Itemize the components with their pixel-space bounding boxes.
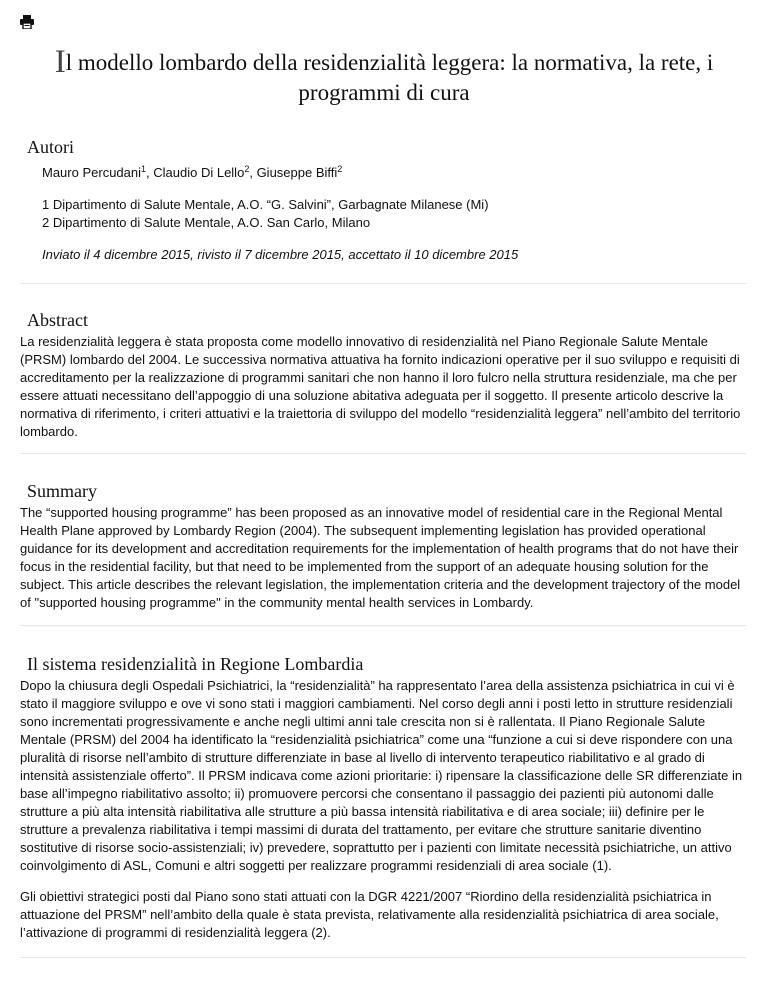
title-initial: I <box>54 44 66 80</box>
title-text: l modello lombardo della residenzialità leggera: la normativa, la rete, i programmi di cura <box>65 50 714 105</box>
affiliation-1: 1 Dipartimento di Salute Mentale, A.O. “G. Salvini”, Garbagnate Milanese (Mi) <box>42 197 489 212</box>
divider <box>20 625 746 626</box>
author-name: Claudio Di Lello <box>153 165 245 180</box>
author-name: Giuseppe Biffi <box>256 165 338 180</box>
abstract-text: La residenzialità leggera è stata proposta come modello innovativo di residenzialità nel Piano Regionale Salute Mentale (PRSM) lombardo del 2004. Le successiva normativa attuativa ha fornito indicazioni operative per il suo sviluppo e requisiti di accreditamento per la realizzazione di programmi sanitari che non hanno il loro fulcro nella struttura residenziale, ma che per essere attuati necessitano dell’appoggio di una soluzione abitativa adeguata per il soggetto. Il presente articolo descrive la normativa di riferimento, i criteri attuativi e la traiettoria di sviluppo del modello “residenzialità leggera” nell’ambito del territorio lombardo. <box>20 334 741 439</box>
author-affiliation-number: 2 <box>337 164 343 174</box>
author-affiliation-number: 2 <box>244 164 250 174</box>
section-heading: Il sistema residenzialità in Regione Lombardia <box>27 654 364 674</box>
divider <box>20 453 746 454</box>
divider <box>20 957 746 958</box>
abstract-heading: Abstract <box>27 310 88 330</box>
authors-heading: Autori <box>27 137 74 157</box>
section-paragraph: Dopo la chiusura degli Ospedali Psichiatrici, la “residenzialità” ha rappresentato l’area della assistenza psichiatrica in cui vi è stato il maggiore sviluppo e ove vi sono stati i maggiori cambiamenti. Nel corso degli anni i posti letto in strutture residenziali sono incrementati progressivamente e anche negli ultimi anni tale crescita non si è rallentata. Il Piano Regionale Salute Mentale (PRSM) del 2004 ha identificato la “residenzialità psichiatrica” come una “funzione a cui si deve rispondere con una pluralità di risorse nell’ambito di strutture differenziate in base al livello di intervento terapeutico riabilitativo e al grado di intensità assistenziale offerto”. Il PRSM indicava come azioni prioritarie: i) ripensare la classificazione delle SR differenziate in base all’impegno riabilitativo assolto; ii) promuovere percorsi che consentano il passaggio dei pazienti più autonomi dalle strutture a più alta intensità riabilitativa alle strutture a più bassa intensità riabilitativa e di area sociale; iii) definire per le strutture a prevalenza riabilitativa i tempi massimi di durata del trattamento, per evitare che strutture sanitarie diventino sostitutive di risorse socio-assistenziali; iv) prevedere, soprattutto per i pazienti con limitate necessità psichiatriche, un attivo coinvolgimento di ASL, Comuni e altri soggetti per realizzare programmi residenziali di area sociale (1). <box>20 678 743 873</box>
submission-dates: Inviato il 4 dicembre 2015, rivisto il 7 dicembre 2015, accettato il 10 dicembre 2015 <box>42 247 519 262</box>
article-title <box>22 44 746 108</box>
printer-icon[interactable] <box>19 15 35 29</box>
author-list: Mauro Percudani$^1$, Claudio Di Lello$^2$, Giuseppe Biffi$^2$ <box>42 164 343 180</box>
summary-heading: Summary <box>27 481 97 501</box>
divider <box>20 283 746 284</box>
author-name: Mauro Percudani <box>42 165 141 180</box>
summary-text: The “supported housing programme” has been proposed as an innovative model of residential care in the Regional Mental Health Plane approved by Lombardy Region (2004). The subsequent implementing legislation has provided operational guidance for its development and accreditation requirements for the implementation of health programs that do not have their focus in the residential facility, but that need to be implemented from the support of an adequate housing solution for the subject. This article describes the relevant legislation, the implementation criteria and the development trajectory of the model of "supported housing programme" in the community mental health services in Lombardy. <box>20 505 741 610</box>
section-paragraph: Gli obiettivi strategici posti dal Piano sono stati attuati con la DGR 4221/2007 “Riordino della residenzialità psichiatrica in attuazione del PRSM” nell’ambito della quale è stata prevista, relativamente alla residenzialità psichiatrica di area sociale, l’attivazione di programmi di residenzialità leggera (2). <box>20 889 719 940</box>
author-affiliation-number: 1 <box>141 164 147 174</box>
affiliation-2: 2 Dipartimento di Salute Mentale, A.O. San Carlo, Milano <box>42 215 371 230</box>
